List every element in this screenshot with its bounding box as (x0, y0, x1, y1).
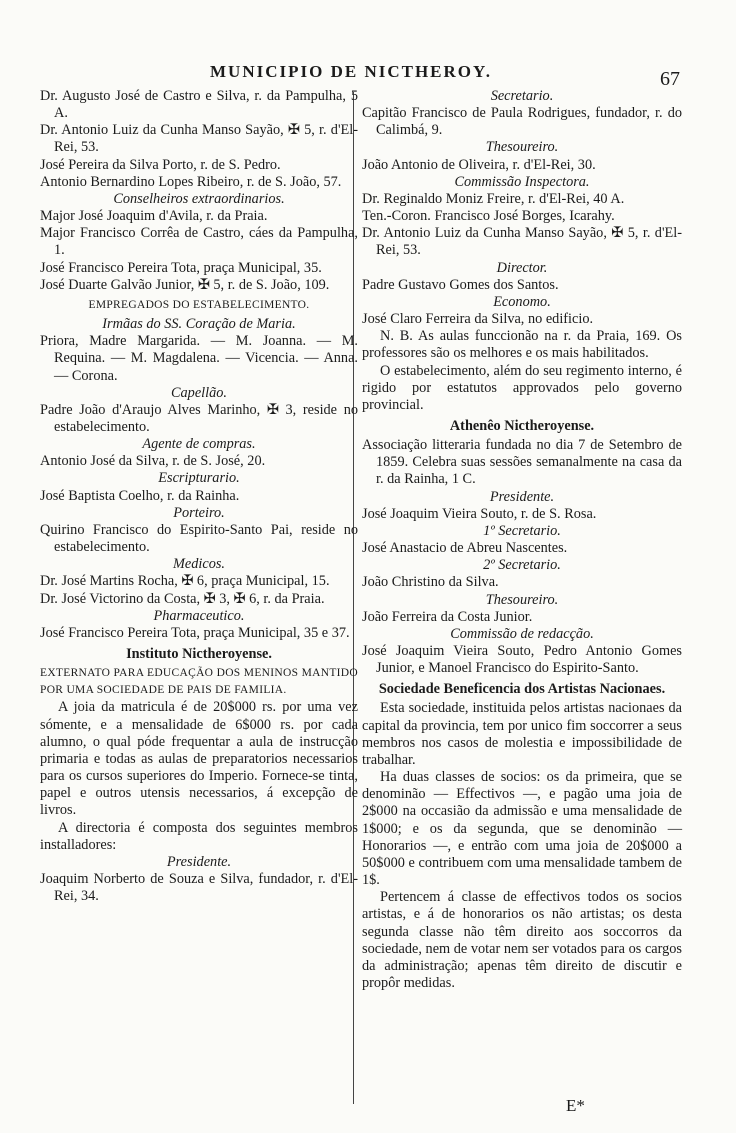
list-item: Padre Gustavo Gomes dos Santos. (362, 276, 559, 293)
section-heading: Capellão. (171, 384, 227, 401)
section-heading: Pharmaceutico. (153, 607, 245, 624)
list-item: Joaquim Norberto de Souza e Silva, fundador, r. d'El-Rei, 34. (40, 871, 358, 905)
list-item: Dr. Augusto José de Castro e Silva, r. da Pampulha, 5 A. (40, 88, 358, 122)
section-heading: 1º Secretario. (483, 522, 561, 539)
list-item: João Antonio de Oliveira, r. d'El-Rei, 30. (362, 156, 596, 173)
list-item: Antonio Bernardino Lopes Ribeiro, r. de S. João, 57. (40, 173, 342, 190)
list-item: Major Francisco Corrêa de Castro, cáes da Pampulha, 1. (40, 225, 358, 259)
section-title: Sociedade Beneficencia dos Artistas Nacionaes. (378, 681, 666, 698)
list-item: José Joaquim Vieira Souto, Pedro Antonio Gomes Junior, e Manoel Francisco do Espirito-Santo. (362, 643, 682, 677)
page-header (40, 62, 680, 88)
list-item: José Francisco Pereira Tota, praça Municipal, 35 e 37. (40, 624, 350, 641)
paragraph: N. B. As aulas funccionão na r. da Praia, 169. Os professores são os melhores e os mais habilitados. (362, 328, 682, 362)
section-heading: Commissão Inspectora. (454, 173, 590, 190)
list-item: José Francisco Pereira Tota, praça Municipal, 35. (40, 259, 322, 276)
list-item: José Anastacio de Abreu Nascentes. (362, 540, 568, 557)
list-item: Dr. Reginaldo Moniz Freire, r. d'El-Rei, 40 A. (362, 190, 625, 207)
page-number: 67 (660, 68, 680, 90)
section-heading: Irmãas do SS. Coração de Maria. (102, 316, 296, 333)
section-heading: Secretario. (490, 88, 554, 104)
list-item: Quirino Francisco do Espirito-Santo Pai, reside no estabelecimento. (40, 521, 358, 556)
section-heading: Presidente. (489, 488, 555, 505)
section-heading: Medicos. (172, 556, 225, 573)
paragraph: Associação litteraria fundada no dia 7 de Setembro de 1859. Celebra suas sessões semanalmente na casa da r. da Rainha, 1 C. (362, 437, 682, 488)
section-heading: Director. (496, 259, 548, 276)
running-title: MUNICIPIO DE NICTHEROY. (210, 62, 492, 81)
section-heading: Thesoureiro. (485, 139, 559, 156)
section-heading: Economo. (493, 293, 551, 310)
section-heading: 2º Secretario. (483, 557, 561, 574)
list-item: Dr. Antonio Luiz da Cunha Manso Sayão, ✠ 5, r. d'El-Rei, 53. (40, 122, 358, 156)
right-column (362, 88, 682, 992)
paragraph: Esta sociedade, instituida pelos artistas nacionaes da capital da provincia, tem por unico fim soccorrer a seus membros nos casos de molestia e impossibilidade de trabalhar. (362, 700, 682, 768)
section-subtitle: EXTERNATO PARA EDUCAÇÃO DOS MENINOS MANTIDO POR UMA SOCIEDADE DE PAIS DE FAMILIA. (40, 667, 358, 697)
paragraph: Pertencem á classe de effectivos todos os socios artistas, e á de honorarios os não artistas; os desta segunda classe não têm direito aos soccorros da sociedade, nem de votar nem ser votados para os cargos da administração; apenas têm direito de discutir e propôr medidas. (362, 889, 682, 991)
list-item: Padre João d'Araujo Alves Marinho, ✠ 3, reside no estabelecimento. (40, 401, 358, 435)
list-item: José Joaquim Vieira Souto, r. de S. Rosa. (362, 505, 597, 522)
section-heading: Conselheiros extraordinarios. (113, 190, 285, 207)
list-item: Dr. José Martins Rocha, ✠ 6, praça Municipal, 15. (40, 573, 330, 590)
list-item: João Ferreira da Costa Junior. (362, 608, 533, 625)
section-heading: Porteiro. (173, 504, 225, 521)
left-column (40, 88, 358, 905)
list-item: Dr. José Victorino da Costa, ✠ 3, ✠ 6, r. da Praia. (40, 590, 325, 607)
section-title: Instituto Nictheroyense. (126, 646, 272, 662)
section-heading: EMPREGADOS DO ESTABELECIMENTO. (88, 298, 310, 311)
list-item: Dr. Antonio Luiz da Cunha Manso Sayão, ✠ 5, r. d'El-Rei, 53. (362, 225, 682, 259)
list-item: Capitão Francisco de Paula Rodrigues, fundador, r. do Calimbá, 9. (362, 105, 682, 139)
paragraph: O estabelecimento, além do seu regimento interno, é rigido por estatutos approvados pelo governo provincial. (362, 362, 682, 413)
paragraph: Ha duas classes de socios: os da primeira, que se denominão — Effectivos —, e pagão uma joia de 2$000 na occasião da admissão e uma mensalidade de 1$000; e os da segunda, que se denominão — Honorarios —, e entrão com uma joia de 20$000 a 50$000 e contribuem com uma mensalidade tambem de 1$. (362, 769, 682, 889)
section-heading: Thesoureiro. (485, 591, 559, 608)
list-item: José Duarte Galvão Junior, ✠ 5, r. de S. João, 109. (40, 276, 330, 293)
list-item: Major José Joaquim d'Avila, r. da Praia. (40, 208, 268, 225)
list-item: Priora, Madre Margarida. — M. Joanna. — M. Requina. — M. Magdalena. — Vicencia. — Anna. — Corona. (40, 333, 358, 384)
list-item: José Pereira da Silva Porto, r. de S. Pedro. (40, 156, 281, 173)
section-heading: Commissão de redacção. (450, 625, 594, 642)
section-heading: Presidente. (166, 853, 232, 870)
list-item: Antonio José da Silva, r. de S. José, 20. (40, 453, 266, 470)
section-title: Athenêo Nictheroyense. (449, 417, 595, 434)
list-item: José Claro Ferreira da Silva, no edificio. (362, 311, 594, 328)
paragraph: A directoria é composta dos seguintes membros installadores: (40, 819, 358, 853)
list-item: Ten.-Coron. Francisco José Borges, Icarahy. (362, 208, 615, 225)
list-item: José Baptista Coelho, r. da Rainha. (40, 487, 240, 504)
section-heading: Escripturario. (158, 470, 240, 487)
signature-mark: E* (566, 1096, 585, 1115)
paragraph: A joia da matricula é de 20$000 rs. por uma vez sómente, e a mensalidade de 6$000 rs. por cada alumno, o qual póde frequentar a aula de instrucção primaria e todas as aulas de preparatorios necessarios para os cursos superiores do Imperio. Fornece-se tinta, papel e outros utensis necessarios, á excepção de livros. (40, 699, 358, 819)
section-heading: Agente de compras. (142, 436, 256, 453)
list-item: João Christino da Silva. (362, 574, 499, 591)
